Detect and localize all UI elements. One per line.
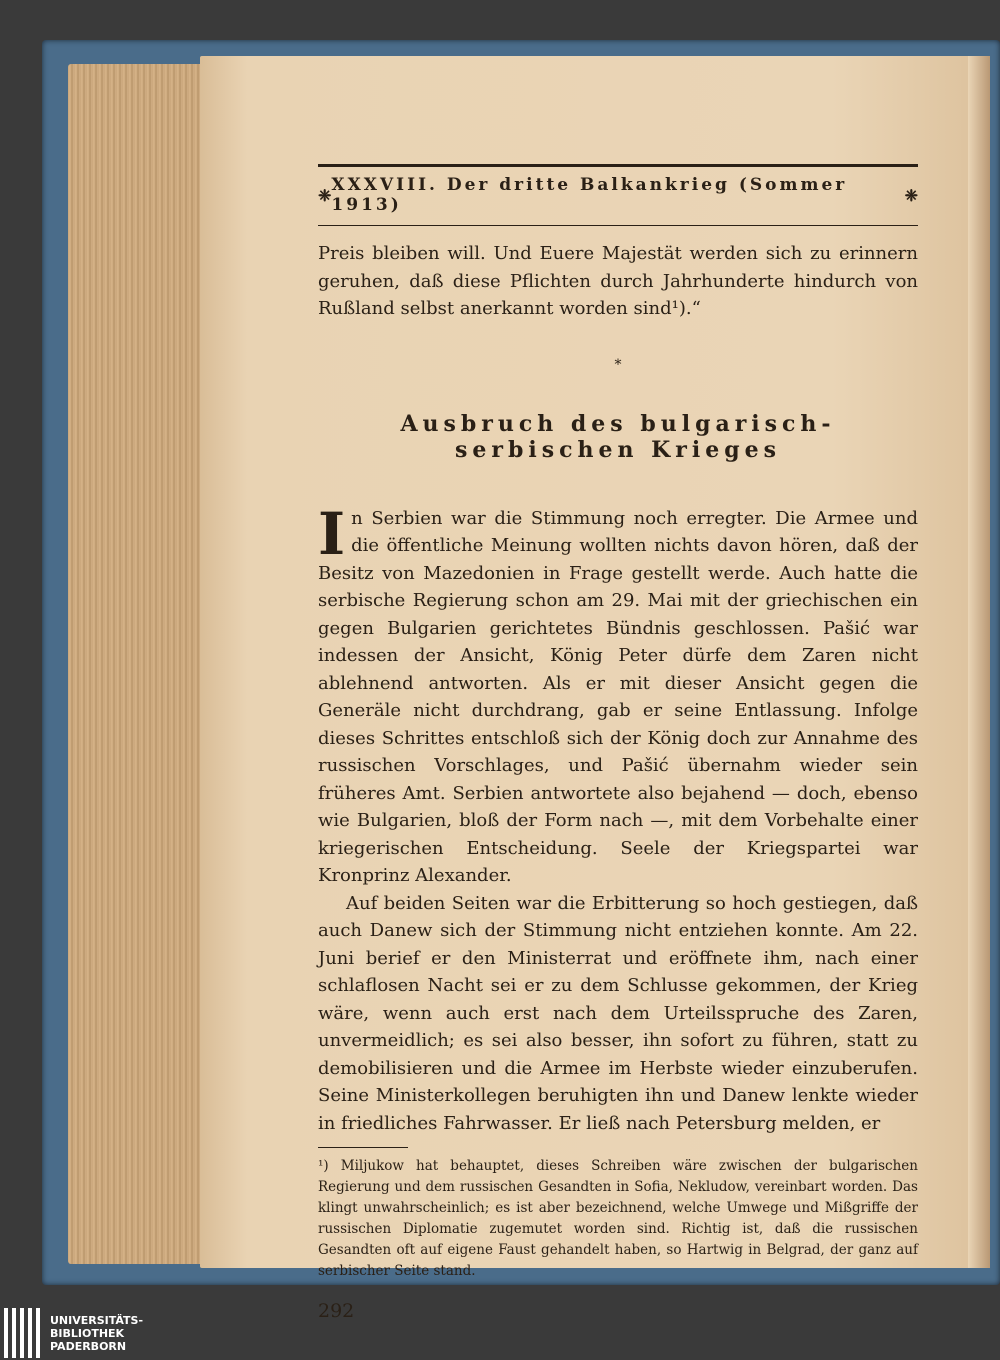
ornament-left-icon: ❈ bbox=[318, 185, 332, 205]
ornament-right-icon: ❈ bbox=[904, 185, 918, 205]
library-logo bbox=[0, 1306, 200, 1360]
book-page bbox=[200, 56, 990, 1322]
page-edges bbox=[68, 64, 218, 1264]
library-logo-line-2: BIBLIOTHEK bbox=[50, 1326, 125, 1340]
footnote bbox=[318, 1156, 918, 1282]
drop-cap: I bbox=[318, 499, 346, 568]
paragraph-1 bbox=[318, 499, 918, 890]
footnote-text: ¹) Miljukow hat behauptet, dieses Schreiben wäre zwischen der bulgarischen Regierung und dem russischen Gesandten in Sofia, Nekludow, vereinbart worden. Das klingt unwahrscheinlich; es ist aber bezeichnend, welche Umwege und Mißgriffe der russischen Diplomatie zugemutet worden sind. Richtig ist, daß die russischen Gesandten oft auf eigene Faust gehandelt haben, so Hartwig in Belgrad, der ganz auf serbischer Seite stand. bbox=[318, 1158, 918, 1279]
library-logo-line-1: UNIVERSITÄTS- bbox=[50, 1313, 144, 1327]
header-rule-top bbox=[318, 164, 918, 167]
paragraph-2: Auf beiden Seiten war die Erbitterung so hoch gestiegen, daß auch Danew sich der Stimmung nicht entziehen konnte. Am 22. Juni berief er den Ministerrat und eröffnete ihm, nach einer schlaflosen Nacht sei er zu dem Schlusse gekommen, der Krieg wäre, wenn auch erst nach dem Urteilsspruche des Zaren, unvermeidlich; es sei also besser, ihn sofort zu führen, statt zu demobilisieren und die Armee im Herbste wieder einzuberufen. Seine Ministerkollegen beruhigten ihn und Danew lenkte wieder in friedliches Fahrwasser. Er ließ nach Petersburg melden, er bbox=[318, 892, 918, 1134]
section-heading: Ausbruch des bulgarisch-serbischen Krieges bbox=[400, 410, 836, 463]
library-logo-mark-icon bbox=[4, 1308, 42, 1358]
library-logo-text bbox=[50, 1314, 143, 1353]
page-content bbox=[318, 164, 918, 1322]
section-separator: * bbox=[614, 356, 622, 373]
header-rule-bottom bbox=[318, 225, 918, 226]
library-logo-line-3: PADERBORN bbox=[50, 1339, 127, 1353]
body-text bbox=[318, 240, 918, 1137]
footnote-rule bbox=[318, 1147, 408, 1148]
page-fold bbox=[968, 56, 990, 1268]
page-number: 292 bbox=[318, 1300, 355, 1322]
opening-paragraph: Preis bleiben will. Und Euere Majestät werden sich zu erinnern geruhen, daß diese Pflichten durch Jahrhunderte hindurch von Rußland selbst anerkannt worden sind¹).“ bbox=[318, 243, 918, 319]
paragraph-1-text: n Serbien war die Stimmung noch erregter. Die Armee und die öffentliche Meinung wollten nichts davon hören, daß der Besitz von Mazedonien in Frage gestellt werde. Auch hatte die serbische Regierung schon am 29. Mai mit der griechischen ein gegen Bulgarien gerichtetes Bündnis geschlossen. Pašić war indessen der Ansicht, König Peter dürfe dem Zaren nicht ablehnend antworten. Als er mit dieser Ansicht gegen die Generäle nicht durchdrang, gab er seine Entlassung. Infolge dieses Schrittes entschloß sich der König doch zur Annahme des russischen Vorschlages, und Pašić übernahm wieder sein früheres Amt. Serbien antwortete also bejahend — doch, ebenso wie Bulgarien, bloß der Form nach —, mit dem Vorbehalte einer kriegerischen Entscheidung. Seele der Kriegspartei war Kronprinz Alexander. bbox=[318, 507, 918, 886]
running-head-title: XXXVIII. Der dritte Balkankrieg (Sommer 1913) bbox=[331, 175, 848, 215]
running-head bbox=[318, 175, 918, 215]
